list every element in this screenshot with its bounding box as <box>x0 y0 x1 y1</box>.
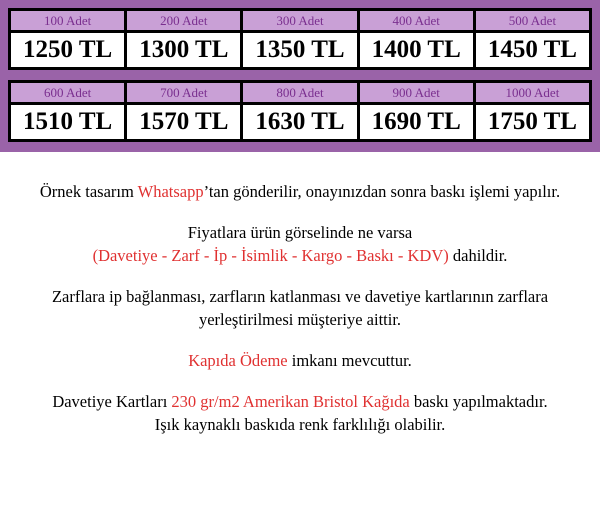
price-value: 1350 TL <box>255 36 345 63</box>
notes-section <box>0 152 600 436</box>
quantity-label: 500 Adet <box>476 11 589 33</box>
note-cash-on-delivery <box>8 349 592 372</box>
price-value: 1450 TL <box>487 36 577 63</box>
price-cell <box>240 80 359 142</box>
price-cell <box>357 80 476 142</box>
note-paper-type <box>8 390 592 436</box>
price-value: 1570 TL <box>139 108 229 135</box>
note-text: baskı yapılmaktadır. <box>409 392 548 411</box>
quantity-label: 1000 Adet <box>476 83 589 105</box>
quantity-label: 800 Adet <box>243 83 356 105</box>
price-cell <box>357 8 476 70</box>
price-value: 1750 TL <box>487 108 577 135</box>
note-whatsapp <box>8 180 592 203</box>
price-cell <box>124 8 243 70</box>
price-cell <box>124 80 243 142</box>
price-cell <box>473 8 592 70</box>
price-row <box>0 8 600 70</box>
note-text: Örnek tasarım <box>39 182 138 201</box>
price-value: 1690 TL <box>371 108 461 135</box>
note-highlight: Kapıda Ödeme <box>188 351 288 370</box>
price-row <box>0 80 600 142</box>
quantity-label: 200 Adet <box>127 11 240 33</box>
price-cell <box>8 8 127 70</box>
note-highlight: (Davetiye - Zarf - İp - İsimlik - Kargo - Baskı - KDV) <box>92 246 449 265</box>
note-text: Davetiye Kartları <box>52 392 172 411</box>
price-cell <box>8 80 127 142</box>
quantity-label: 300 Adet <box>243 11 356 33</box>
price-value: 1510 TL <box>23 108 113 135</box>
note-text: Işık kaynaklı baskıda renk farklılığı olabilir. <box>154 415 446 434</box>
note-included <box>8 221 592 267</box>
price-value: 1400 TL <box>371 36 461 63</box>
price-value: 1250 TL <box>23 36 113 63</box>
price-value: 1630 TL <box>255 108 345 135</box>
price-cell <box>240 8 359 70</box>
quantity-label: 400 Adet <box>360 11 473 33</box>
price-value: 1300 TL <box>139 36 229 63</box>
note-text: Fiyatlara ürün görselinde ne varsa <box>187 223 413 242</box>
note-highlight: Whatsapp <box>137 182 204 201</box>
price-cell <box>473 80 592 142</box>
quantity-label: 600 Adet <box>11 83 124 105</box>
quantity-label: 900 Adet <box>360 83 473 105</box>
price-table-panel <box>0 0 600 152</box>
note-customer-responsibility: Zarflara ip bağlanması, zarfların katlanması ve davetiye kartlarının zarflara yerleştirilmesi müşteriye aittir. <box>51 287 549 329</box>
quantity-label: 700 Adet <box>127 83 240 105</box>
note-text: imkanı mevcuttur. <box>287 351 412 370</box>
note-highlight: 230 gr/m2 Amerikan Bristol Kağıda <box>171 392 410 411</box>
quantity-label: 100 Adet <box>11 11 124 33</box>
note-text: dahildir. <box>448 246 508 265</box>
note-text: ’tan gönderilir, onayınızdan sonra baskı işlemi yapılır. <box>203 182 561 201</box>
